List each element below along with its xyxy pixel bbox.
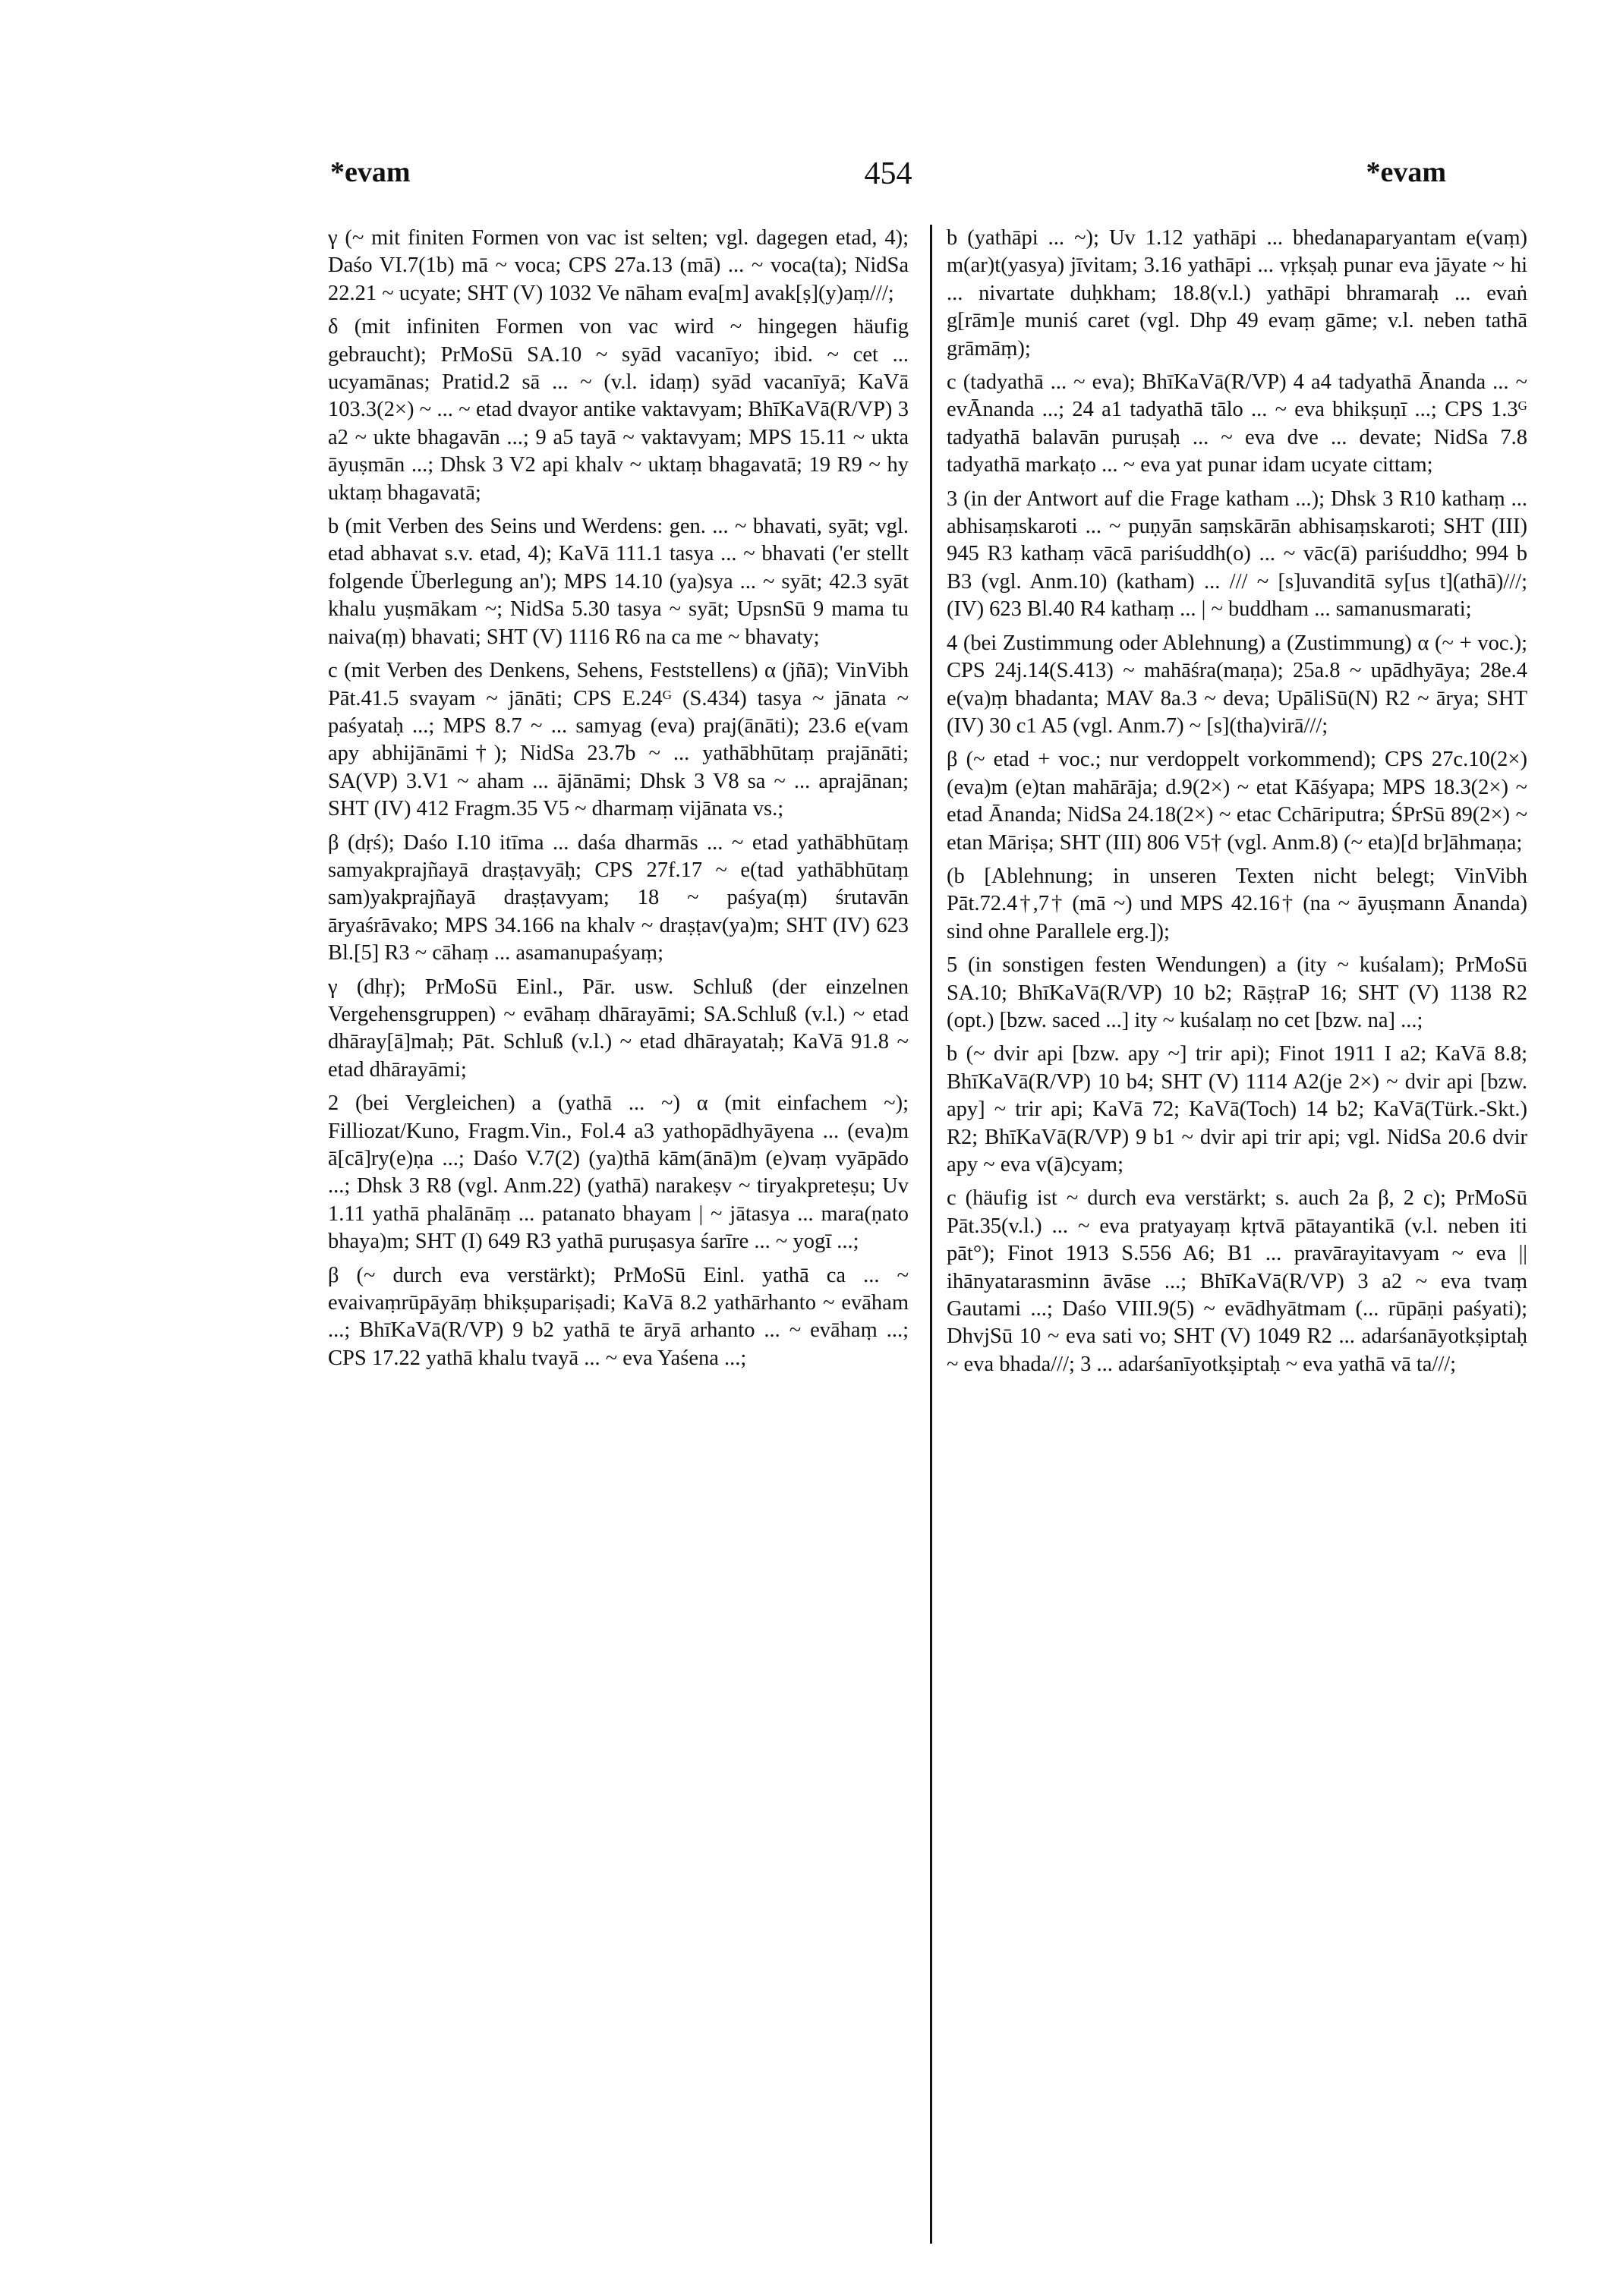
left-column [328,225,909,1378]
entry-right-c-eva: c (häufig ist ~ durch eva verstärkt; s. auch 2a β, 2 c); PrMoSū Pāt.35(v.l.) ... ~ eva pratyayaṃ kṛtvā pātayantikā (v.l. neben iti pāt°); Finot 1913 S.556 A6; B1 ... pravārayitavyam ~ eva || ihānyatarasminn āvāse ...; BhīKaVā(R/VP) 3 a2 ~ eva tvaṃ Gautami ...; Daśo VIII.9(5) ~ evādhyātmam (... rūpāṇi paśyati); DhvjSū 10 ~ eva sati vo; SHT (V) 1049 R2 ... adarśanāyotkṣiptaḥ ~ eva bhada///; 3 ... adarśanīyotkṣiptaḥ ~ eva yathā vā ta///; [947,1186,1527,1376]
page-number: 454 [864,156,912,191]
entry-right-b-yathapi: b (yathāpi ... ~); Uv 1.12 yathāpi ... bhedanaparyantam e(vaṃ) m(ar)t(yasya) jīvitam; 3.16 yathāpi ... vṛkṣaḥ punar eva jāyate ~ hi ... nivartate duḥkham; 18.8(v.l.) yathāpi bhramaraḥ ... evaṅ g[rām]e muniś caret (vgl. Dhp 49 evaṃ gāme; v.l. neben tathā grāmāṃ); [947,226,1527,361]
entry-left-2-vergleichen: 2 (bei Vergleichen) a (yathā ... ~) α (mit einfachem ~); Filliozat/Kuno, Fragm.Vin., Fol.4 a3 yathopādhyāyena ... (eva)m ā[cā]ry(e)ṇa ...; Daśo V.7(2) (ya)thā kām(ānā)m (e)vaṃ vyāpādo ...; Dhsk 3 R8 (vgl. Anm.22) (yathā) narakeṣv ~ tiryakpreteṣu; Uv 1.11 yathā phalānāṃ ... patanato bhayam | ~ jātasya ... mara(ṇato bhaya)m; SHT (I) 649 R3 yathā puruṣasya śarīre ... ~ yogī ...; [328,1091,909,1254]
entry-right-3-antwort: 3 (in der Antwort auf die Frage katham ...); Dhsk 3 R10 kathaṃ ... abhisaṃskaroti ... ~ puṇyān saṃskārān abhisaṃskaroti; SHT (III) 945 R3 kathaṃ vācā pariśuddh(o) ... ~ vāc(ā) pariśuddho; 994 b B3 (vgl. Anm.10) (katham) ... /// ~ [s]uvanditā sy[us t](athā)///; (IV) 623 Bl.40 R4 kathaṃ ... | ~ buddham ... samanusmarati; [947,487,1527,622]
entry-left-b-sein: b (mit Verben des Seins und Werdens: gen. ... ~ bhavati, syāt; vgl. etad abhavat s.v. etad, 4); KaVā 111.1 tasya ... ~ bhavati ('er stellt folgende Überlegung an'); MPS 14.10 (ya)sya ... ~ syāt; 42.3 syāt khalu yuṣmākam ~; NidSa 5.30 tasya ~ syāt; UpsnSū 9 mama tu naiva(ṃ) bhavati; SHT (V) 1116 R6 na ca me ~ bhavaty; [328,515,909,649]
page-header [330,156,1446,201]
right-column [947,225,1527,1384]
entry-right-4-zustimmung: 4 (bei Zustimmung oder Ablehnung) a (Zustimmung) α (~ + voc.); CPS 24j.14(S.413) ~ mahāśra(maṇa); 25a.8 ~ upādhyāya; 28e.4 e(va)ṃ bhadanta; MAV 8a.3 ~ deva; UpāliSū(N) R2 ~ ārya; SHT (IV) 30 c1 A5 (vgl. Anm.7) ~ [s](tha)virā///; [947,631,1527,738]
entry-left-c-denken: c (mit Verben des Denkens, Sehens, Feststellens) α (jñā); VinVibh Pāt.41.5 svayam ~ jānāti; CPS E.24ᴳ (S.434) tasya ~ jānata ~ paśyataḥ ...; MPS 8.7 ~ ... samyag (eva) praj(ānāti); 23.6 e(vam apy abhijānāmi†); NidSa 23.7b ~ ... yathābhūtaṃ prajānāti; SA(VP) 3.V1 ~ aham ... ājānāmi; Dhsk 3 V8 sa ~ ... aprajānan; SHT (IV) 412 Fragm.35 V5 ~ dharmaṃ vijānata vs.; [328,659,909,821]
entry-right-beta-etad: β (~ etad + voc.; nur verdoppelt vorkommend); CPS 27c.10(2×) (eva)m (e)tan mahārāja; d.9(2×) ~ etat Kāśyapa; MPS 18.3(2×) ~ etad Ānanda; NidSa 24.18(2×) ~ etac Cchāriputra; ŚPrSū 89(2×) ~ etan Māriṣa; SHT (III) 806 V5† (vgl. Anm.8) (~ eta)[d br]āhmaṇa; [947,748,1527,855]
header-right-keyword: *evam [1366,156,1446,188]
entry-right-b-ablehnung: (b [Ablehnung; in unseren Texten nicht belegt; VinVibh Pāt.72.4†,7† (mā ~) und MPS 42.16† (na ~ āyuṣmann Ānanda) sind ohne Parallele erg.]); [947,864,1527,943]
column-divider [930,225,932,2244]
entry-left-gamma-vac: γ (~ mit finiten Formen von vac ist selten; vgl. dagegen etad, 4); Daśo VI.7(1b) mā ~ voca; CPS 27a.13 (mā) ... ~ voca(ta); NidSa 22.21 ~ ucyate; SHT (V) 1032 Ve nāham eva[m] avak[ṣ](y)aṃ///; [328,226,909,305]
header-left-keyword: *evam [330,156,411,188]
entry-left-beta-drs: β (dṛś); Daśo I.10 itīma ... daśa dharmās ... ~ etad yathābhūtaṃ samyakprajñayā draṣṭavyāḥ; CPS 27f.17 ~ e(tad yathābhūtaṃ sam)yakprajñayā draṣṭavyam; 18 ~ paśya(ṃ) śrutavān āryaśrāvako; MPS 34.166 na khalv ~ draṣṭav(ya)m; SHT (IV) 623 Bl.[5] R3 ~ cāhaṃ ... asamanupaśyaṃ; [328,830,909,965]
entry-right-5-wendungen: 5 (in sonstigen festen Wendungen) a (ity ~ kuśalam); PrMoSū SA.10; BhīKaVā(R/VP) 10 b2; RāṣṭraP 16; SHT (V) 1138 R2 (opt.) [bzw. saced ...] ity ~ kuśalaṃ no cet [bzw. na] ...; [947,953,1527,1032]
entry-left-beta-eva: β (~ durch eva verstärkt); PrMoSū Einl. yathā ca ... ~ evaivaṃrūpāyāṃ bhikṣupariṣadi; KaVā 8.2 yathārhanto ~ evāham ...; BhīKaVā(R/VP) 9 b2 yathā te āryā arhanto ... ~ evāhaṃ ...; CPS 17.22 yathā khalu tvayā ... ~ eva Yaśena ...; [328,1263,909,1370]
entry-left-gamma-dhr: γ (dhṛ); PrMoSū Einl., Pār. usw. Schluß (der einzelnen Vergehensgruppen) ~ evāhaṃ dhārayāmi; SA.Schluß (v.l.) ~ etad dhāray[ā]maḥ; Pāt. Schluß (v.l.) ~ etad dhārayataḥ; KaVā 91.8 ~ etad dhārayāmi; [328,975,909,1082]
entry-right-c-tadyatha: c (tadyathā ... ~ eva); BhīKaVā(R/VP) 4 a4 tadyathā Ānanda ... ~ evĀnanda ...; 24 a1 tadyathā tālo ... ~ eva bhikṣuṇī ...; CPS 1.3ᴳ tadyathā balavān puruṣaḥ ... ~ eva dve ... devate; NidSa 7.8 tadyathā markaṭo ... ~ eva yat punar idam ucyate cittam; [947,370,1527,477]
entry-right-b-dvir-api: b (~ dvir api [bzw. apy ~] trir api); Finot 1911 I a2; KaVā 8.8; BhīKaVā(R/VP) 10 b4; SHT (V) 1114 A2(je 2×) ~ dvir api [bzw. apy] ~ trir api; KaVā 72; KaVā(Toch) 14 b2; KaVā(Türk.-Skt.) R2; BhīKaVā(R/VP) 9 b1 ~ dvir api trir api; vgl. NidSa 20.6 dvir apy ~ eva v(ā)cyam; [947,1042,1527,1176]
entry-left-delta-vac: δ (mit infiniten Formen von vac wird ~ hingegen häufig gebraucht); PrMoSū SA.10 ~ syād vacanīyo; ibid. ~ cet ... ucyamānas; Pratid.2 sā ... ~ (v.l. idaṃ) syād vacanīyā; KaVā 103.3(2×) ~ ... ~ etad dvayor antike vaktavyam; BhīKaVā(R/VP) 3 a2 ~ ukte bhagavān ...; 9 a5 tayā ~ vaktavyam; MPS 15.11 ~ ukta āyuṣmān ...; Dhsk 3 V2 api khalv ~ uktaṃ bhagavatā; 19 R9 ~ hy uktaṃ bhagavatā; [328,315,909,505]
